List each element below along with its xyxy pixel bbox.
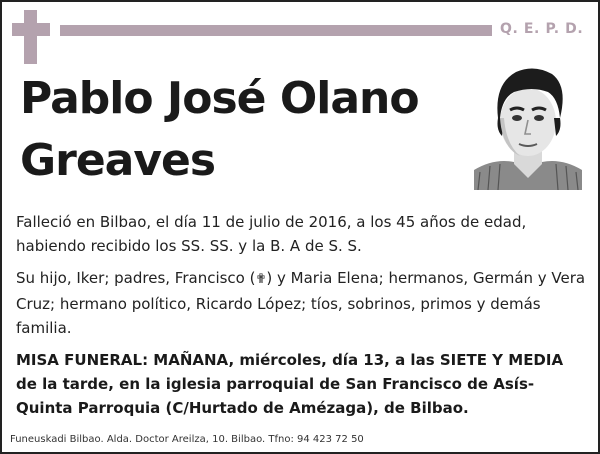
deceased-name-line2: Greaves: [20, 135, 216, 186]
cross-icon: [12, 10, 50, 64]
header-rule: [60, 25, 492, 36]
funeral-mass-notice: MISA FUNERAL: MAÑANA, miércoles, día 13, a las SIETE Y MEDIA de la tarde, en la iglesia parroquial de San Francisco de Asís-Quinta Parroquia (C/Hurtado de Amézaga), de Bilbao.: [16, 351, 564, 417]
portrait-photo: [474, 58, 582, 190]
family-notice: [16, 266, 586, 340]
obituary-body: [16, 210, 586, 428]
family-text-start: Su hijo, Iker; padres, Francisco (: [16, 269, 256, 287]
deceased-name: [20, 68, 460, 192]
family-text-end: ) y Maria Elena; hermanos, Germán y Vera Cruz; hermano político, Ricardo López; tíos, sobrinos, primos y demás familia.: [16, 269, 586, 337]
funeral-home-footer: Funeuskadi Bilbao. Alda. Doctor Areilza, 10. Bilbao. Tfno: 94 423 72 50: [10, 434, 364, 445]
qepd-label: Q. E. P. D.: [500, 21, 584, 37]
small-cross-icon: ✟: [255, 272, 267, 287]
deceased-name-line1: Pablo José Olano: [20, 73, 419, 124]
death-notice: Falleció en Bilbao, el día 11 de julio de 2016, a los 45 años de edad, habiendo recibido los SS. SS. y la B. A de S. S.: [16, 213, 527, 255]
